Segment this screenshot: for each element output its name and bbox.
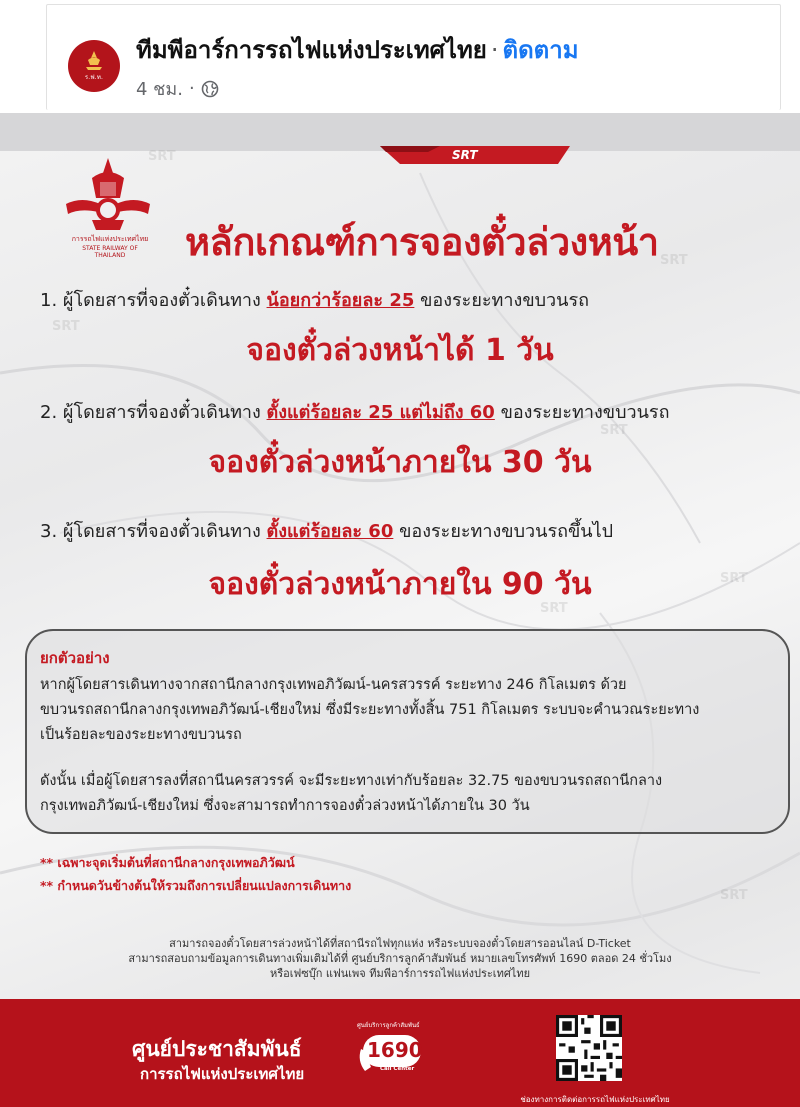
follow-button[interactable]: ติดตาม — [502, 36, 579, 64]
page-name-row — [136, 30, 579, 69]
callcenter-caption: Call Center — [380, 1066, 415, 1072]
rule-highlight: น้อยกว่าร้อยละ 25 — [266, 290, 415, 311]
pr-center-subtitle: การรถไฟแห่งประเทศไทย — [140, 1065, 305, 1083]
qr-caption: ช่องทางการติดต่อการรถไฟแห่งประเทศไทย — [520, 1095, 670, 1104]
example-line: ดังนั้น เมื่อผู้โดยสารลงที่สถานีนครสวรรค์ จะมีระยะทางเท่ากับร้อยละ 32.75 ของขบวนรถสถานีกลาง — [40, 773, 663, 789]
example-line: เป็นร้อยละของระยะทางขบวนรถ — [40, 727, 242, 743]
callcenter-number: 1690 — [367, 1038, 423, 1062]
separator-dot: · — [490, 36, 499, 64]
watermark-srt: SRT — [720, 888, 748, 903]
watermark-srt: SRT — [540, 601, 568, 616]
example-line: กรุงเทพอภิวัฒน์-เชียงใหม่ ซึ่งจะสามารถทำการจองตั๋วล่วงหน้าได้ภายใน 30 วัน — [40, 798, 530, 814]
watermark-srt: SRT — [52, 319, 80, 334]
watermark-srt: SRT — [720, 571, 748, 586]
footer-info-line: สามารถสอบถามข้อมูลการเดินทางเพิ่มเติมได้ที่ ศูนย์บริการลูกค้าสัมพันธ์ หมายเลขโทรศัพท์ 1690 ตลอด 24 ชั่วโมง — [128, 952, 672, 965]
emblem-caption-en: STATE RAILWAY OF THAILAND — [82, 245, 138, 259]
rule-1-result: จองตั๋วล่วงหน้าได้ 1 วัน — [246, 333, 554, 368]
emblem-caption-th: การรถไฟแห่งประเทศไทย — [71, 235, 149, 243]
rule-2-result: จองตั๋วล่วงหน้าภายใน 30 วัน — [208, 445, 592, 480]
post-header — [0, 0, 800, 113]
footer-info-line: หรือเฟซบุ๊ก แฟนเพจ ทีมพีอาร์การรถไฟแห่งประเทศไทย — [269, 967, 531, 980]
post-meta — [136, 74, 219, 103]
pr-center-title: ศูนย์ประชาสัมพันธ์ — [132, 1037, 302, 1061]
rule-suffix: ของระยะทางขบวนรถ — [494, 402, 670, 423]
rule-prefix: 3. ผู้โดยสารที่จองตั๋วเดินทาง — [40, 521, 267, 542]
srt-tag-text: SRT — [452, 148, 478, 162]
post-time[interactable]: 4 ชม. — [136, 79, 183, 100]
rule-highlight: ตั้งแต่ร้อยละ 60 — [266, 521, 394, 542]
srt-emblem-icon — [62, 158, 154, 246]
example-line: หากผู้โดยสารเดินทางจากสถานีกลางกรุงเทพอภิวัฒน์-นครสวรรค์ ระยะทาง 246 กิโลเมตร ด้วย — [40, 677, 627, 693]
qr-code[interactable] — [556, 1015, 622, 1081]
rule-2-text — [40, 397, 670, 426]
poster-image[interactable] — [0, 113, 800, 1107]
note-line: ** เฉพาะจุดเริ่มต้นที่สถานีกลางกรุงเทพอภิวัฒน์ — [40, 855, 295, 870]
rule-prefix: 2. ผู้โดยสารที่จองตั๋วเดินทาง — [40, 402, 267, 423]
rule-prefix: 1. ผู้โดยสารที่จองตั๋วเดินทาง — [40, 290, 267, 311]
footer-info-line: สามารถจองตั๋วโดยสารล่วงหน้าได้ที่สถานีรถไฟทุกแห่ง หรือระบบจองตั๋วโดยสารออนไลน์ D-Ticket — [169, 937, 631, 950]
meta-dot: · — [188, 78, 195, 99]
example-title: ยกตัวอย่าง — [40, 649, 110, 667]
avatar-text: ร.ฟ.ท. — [84, 73, 104, 81]
page-avatar[interactable] — [68, 40, 120, 92]
rule-suffix: ของระยะทางขบวนรถ — [414, 290, 590, 311]
watermark-srt: SRT — [148, 149, 176, 164]
note-line: ** กำหนดวันข้างต้นให้รวมถึงการเปลี่ยนแปลงการเดินทาง — [40, 878, 352, 893]
rule-highlight: ตั้งแต่ร้อยละ 25 แต่ไม่ถึง 60 — [266, 402, 495, 423]
page-name-link[interactable]: ทีมพีอาร์การรถไฟแห่งประเทศไทย — [136, 36, 487, 64]
poster-title: หลักเกณฑ์การจองตั๋วล่วงหน้า — [185, 220, 659, 264]
rule-3-result: จองตั๋วล่วงหน้าภายใน 90 วัน — [208, 567, 592, 602]
rule-suffix: ของระยะทางขบวนรถขึ้นไป — [393, 521, 614, 542]
watermark-srt: SRT — [600, 423, 628, 438]
watermark-srt: SRT — [660, 253, 688, 268]
rule-3-text — [40, 516, 613, 545]
rule-1-text — [40, 285, 589, 314]
example-line: ขบวนรถสถานีกลางกรุงเทพอภิวัฒน์-เชียงใหม่ ซึ่งมีระยะทางทั้งสิ้น 751 กิโลเมตร ระบบจะคำนวณระยะทาง — [40, 702, 700, 718]
callcenter-label: ศูนย์บริการลูกค้าสัมพันธ์ — [357, 1022, 420, 1029]
globe-icon[interactable] — [201, 80, 219, 98]
avatar-logo — [85, 51, 103, 71]
